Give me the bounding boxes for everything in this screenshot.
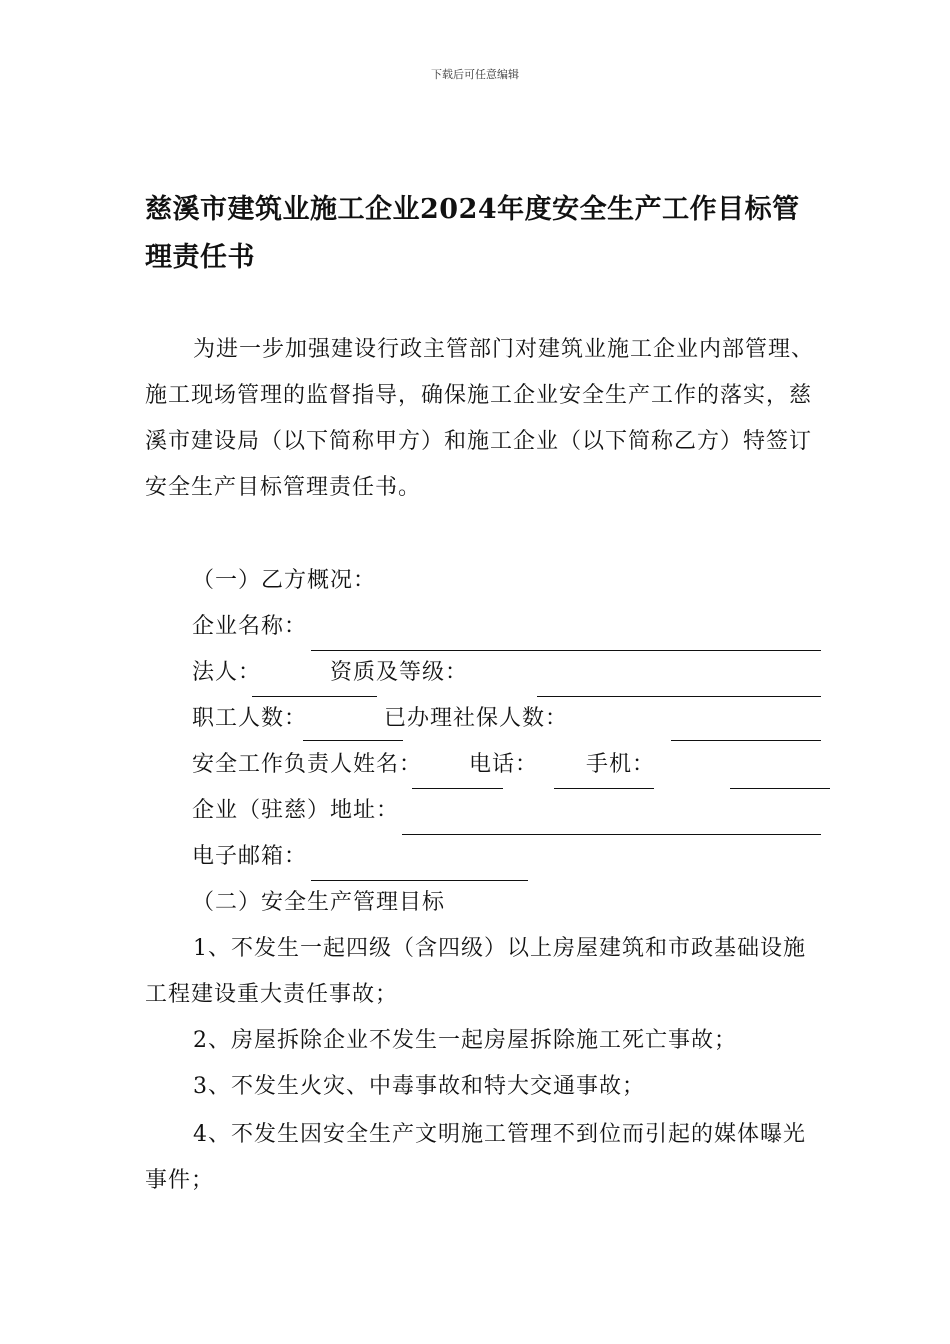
goal-item-1: 1、不发生一起四级（含四级）以上房屋建筑和市政基础设施工程建设重大责任事故；: [145, 936, 806, 1007]
phone-label: 电话：: [469, 752, 539, 777]
goal-item-3: 3、不发生火灾、中毒事故和特大交通事故；: [193, 1074, 645, 1099]
company-name-field[interactable]: [311, 650, 821, 651]
address-field[interactable]: [402, 834, 821, 835]
phone-field[interactable]: [554, 788, 654, 789]
header-note: 下载后可任意编辑: [431, 68, 519, 81]
safety-lead-label: 安全工作负责人姓名：: [192, 752, 423, 777]
intro-paragraph: 为进一步加强建设行政主管部门对建筑业施工企业内部管理、施工现场管理的监督指导，确保施工企业安全生产工作的落实，慈溪市建设局（以下简称甲方）和施工企业（以下简称乙方）特签订安全生产目标管理责任书。: [145, 337, 815, 500]
email-field[interactable]: [311, 880, 528, 881]
company-name-label: 企业名称：: [192, 614, 308, 639]
mobile-label: 手机：: [586, 752, 656, 777]
mobile-field[interactable]: [730, 788, 830, 789]
section2-heading: （二）安全生产管理目标: [192, 890, 446, 915]
insured-count-label: 已办理社保人数：: [384, 706, 569, 731]
address-label: 企业（驻慈）地址：: [192, 798, 400, 823]
goal-item-4: 4、不发生因安全生产文明施工管理不到位而引起的媒体曝光事件；: [145, 1122, 806, 1193]
legal-person-field[interactable]: [252, 696, 377, 697]
section1-heading: （一）乙方概况：: [192, 568, 377, 593]
qualification-label: 资质及等级：: [330, 660, 469, 685]
document-title: 慈溪市建筑业施工企业2024年度安全生产工作目标管理责任书: [145, 194, 800, 273]
legal-person-label: 法人：: [192, 660, 262, 685]
email-label: 电子邮箱：: [192, 844, 308, 869]
staff-count-field[interactable]: [303, 740, 403, 741]
goal-item-2: 2、房屋拆除企业不发生一起房屋拆除施工死亡事故；: [193, 1028, 737, 1053]
qualification-field[interactable]: [537, 696, 821, 697]
staff-count-label: 职工人数：: [192, 706, 308, 731]
safety-lead-field[interactable]: [412, 788, 503, 789]
insured-count-field[interactable]: [671, 740, 821, 741]
